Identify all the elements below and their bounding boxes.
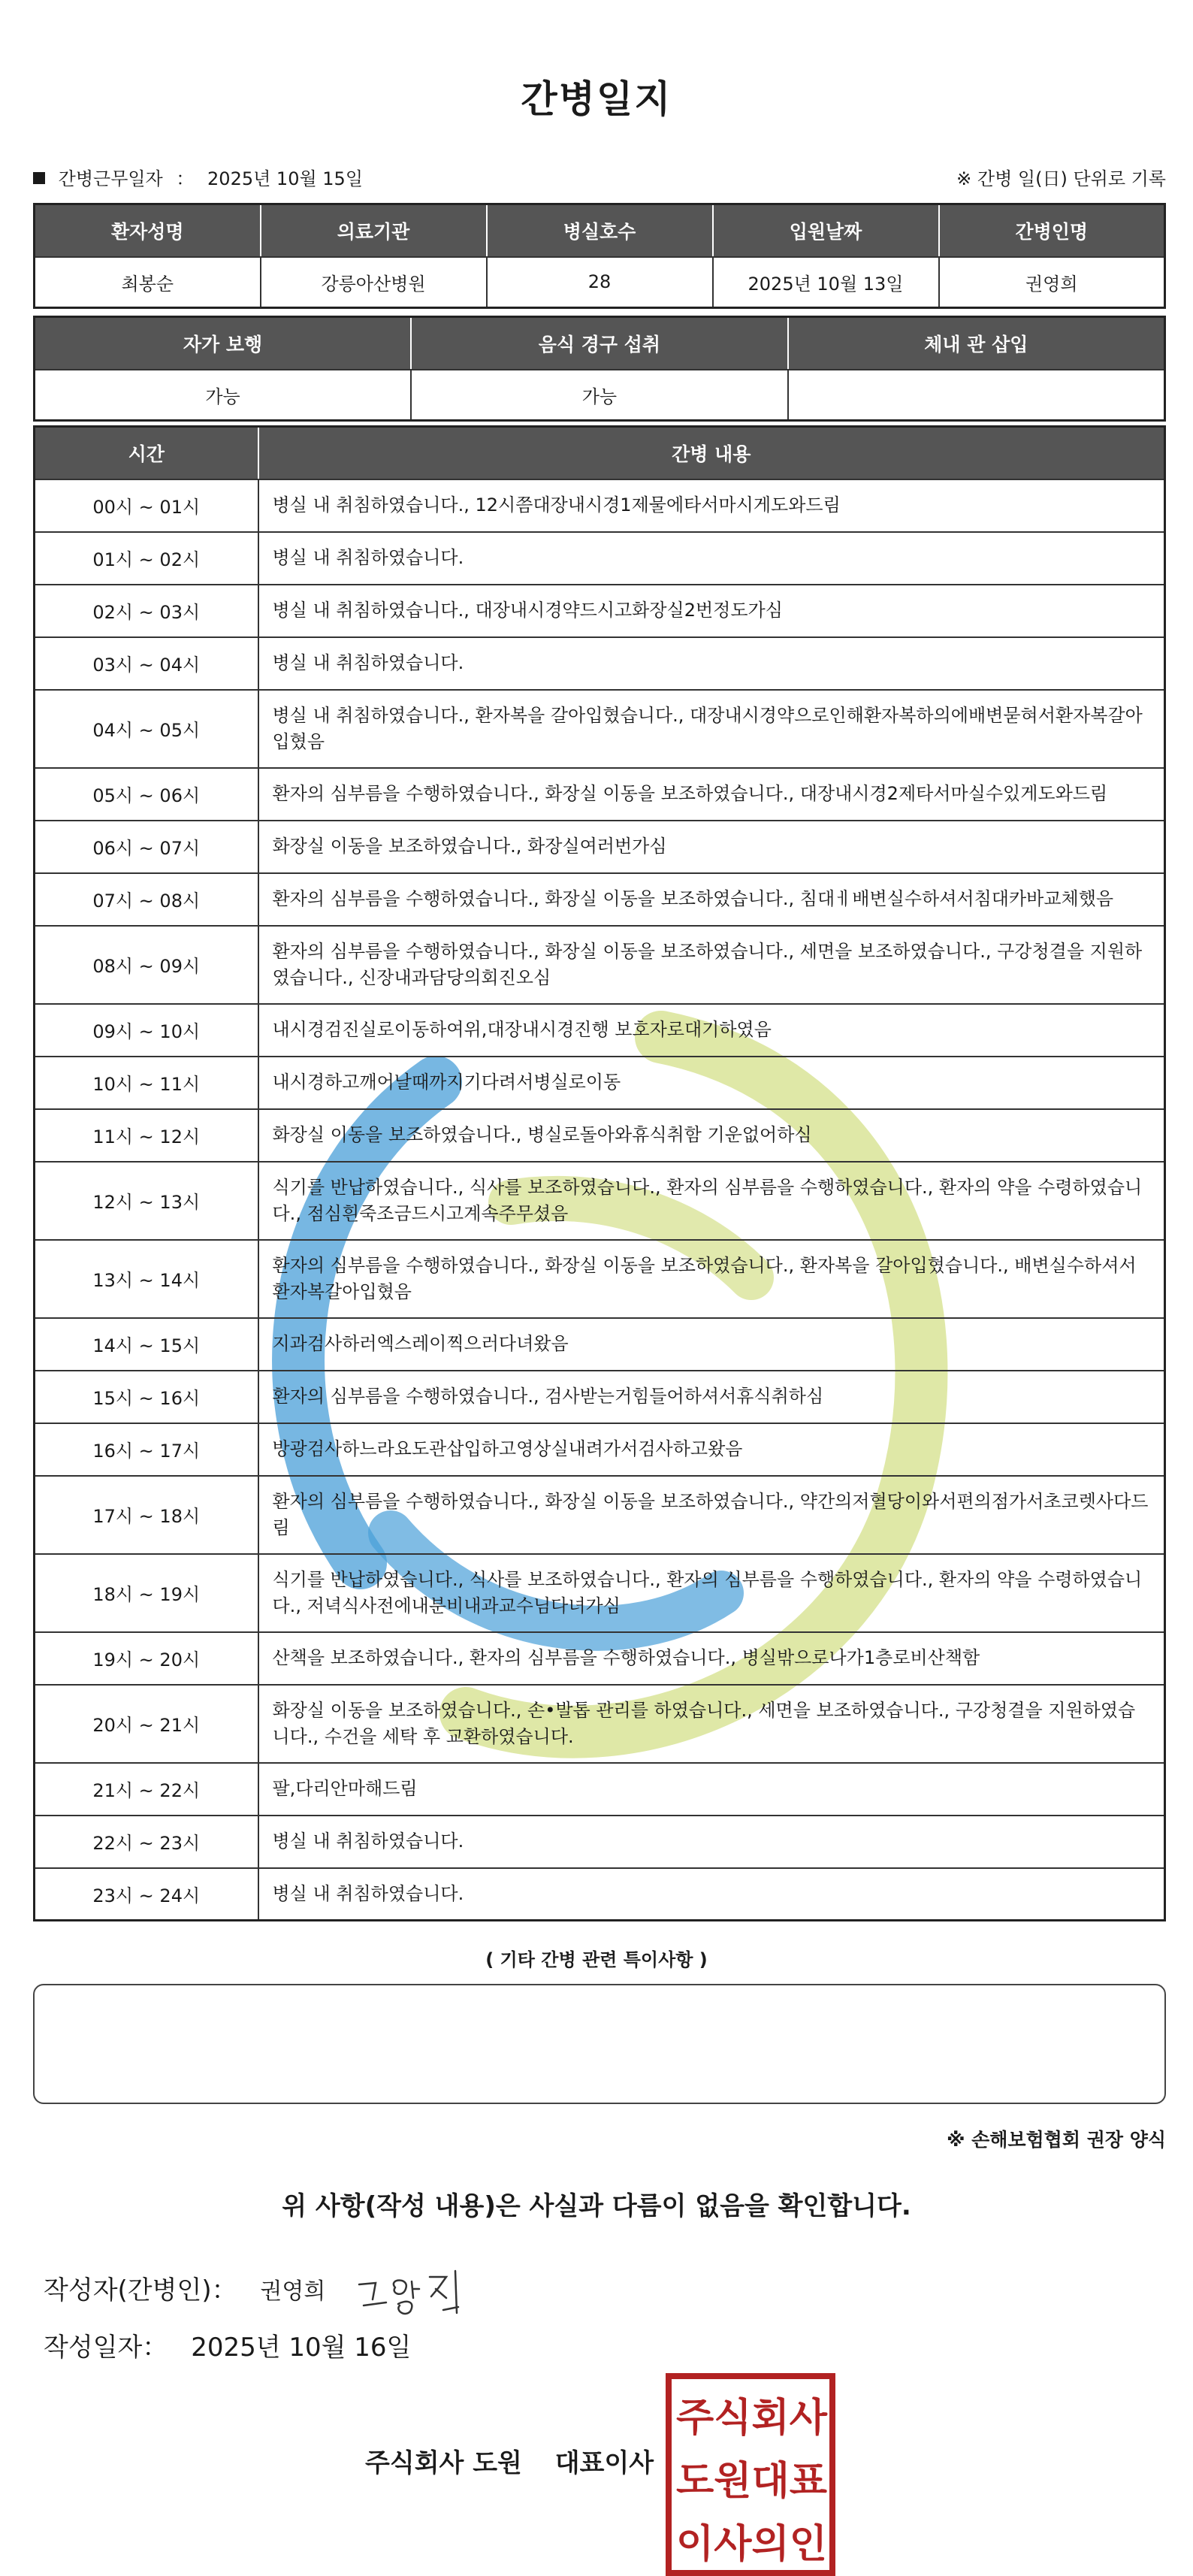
log-row (35, 1371, 1165, 1423)
work-date-separator: ： (176, 168, 195, 189)
log-row (35, 637, 1165, 690)
header-patient-name: 환자성명 (35, 204, 261, 257)
log-content: 화장실 이동을 보조하였습니다., 손•발톱 관리를 하였습니다., 세면을 보조하였습니다., 구강청결을 지원하였습니다., 수건을 세탁 후 교환하였습니다. (258, 1685, 1165, 1763)
work-date (33, 164, 363, 190)
header-caregiver: 간병인명 (939, 204, 1165, 257)
log-time: 11시 ~ 12시 (35, 1109, 258, 1162)
log-time: 08시 ~ 09시 (35, 926, 258, 1004)
admission-date: 2025년 10월 13일 (713, 257, 939, 308)
log-row (35, 532, 1165, 585)
log-row (35, 873, 1165, 926)
header-time: 시간 (35, 427, 258, 479)
log-time: 05시 ~ 06시 (35, 768, 258, 821)
seal-character: 도 (676, 2458, 714, 2504)
log-row (35, 1685, 1165, 1763)
log-row (35, 821, 1165, 873)
company-name: 주식회사 도원 (365, 2448, 522, 2478)
log-row (35, 1554, 1165, 1632)
patient-name: 최봉순 (35, 257, 261, 308)
hospital-name: 강릉아산병원 (261, 257, 487, 308)
log-time: 15시 ~ 16시 (35, 1371, 258, 1423)
log-row (35, 1763, 1165, 1816)
seal-character: 대 (751, 2458, 790, 2504)
header-admission-date: 입원날짜 (713, 204, 939, 257)
written-date-line (44, 2327, 411, 2363)
log-time: 09시 ~ 10시 (35, 1004, 258, 1057)
log-content: 병실 내 취침하였습니다. (258, 1868, 1165, 1921)
log-row (35, 479, 1165, 532)
header-oral-intake: 음식 경구 섭취 (411, 317, 788, 370)
log-row (35, 1057, 1165, 1109)
header-hospital: 의료기관 (261, 204, 487, 257)
seal-character: 표 (789, 2458, 827, 2504)
log-row (35, 1004, 1165, 1057)
log-table-header (35, 427, 1165, 479)
log-content: 산책을 보조하였습니다., 환자의 심부름을 수행하였습니다., 병실밖으로나가1층로비산책함 (258, 1632, 1165, 1685)
company-representative: 대표이사 (554, 2448, 654, 2478)
status-table-row (35, 370, 1165, 421)
status-table-header (35, 317, 1165, 370)
seal-character: 사 (789, 2395, 827, 2441)
log-content: 병실 내 취침하였습니다., 대장내시경약드시고화장실2번정도가심 (258, 585, 1165, 637)
log-time: 03시 ~ 04시 (35, 637, 258, 690)
standard-form-note: ※ 손해보험협회 권장 양식 (947, 2129, 1166, 2151)
log-row (35, 690, 1165, 768)
log-row (35, 1423, 1165, 1476)
written-date-label: 작성일자： (44, 2333, 168, 2363)
log-content: 환자의 심부름을 수행하였습니다., 화장실 이동을 보조하였습니다., 약간의저혈당이와서편의점가서초코렛사다드림 (258, 1476, 1165, 1554)
log-content: 방광검사하느라요도관삽입하고영상실내려가서검사하고왔음 (258, 1423, 1165, 1476)
room-number: 28 (487, 257, 713, 308)
log-content: 환자의 심부름을 수행하였습니다., 화장실 이동을 보조하였습니다., 세면을 보조하였습니다., 구강청결을 지원하였습니다., 신장내과담당의회진오심 (258, 926, 1165, 1004)
company-signoff (365, 2442, 654, 2479)
writer-line (44, 2269, 325, 2306)
log-time: 00시 ~ 01시 (35, 479, 258, 532)
log-content: 병실 내 취침하였습니다., 환자복을 갈아입혔습니다., 대장내시경약으로인해환자복하의에배변묻혀서환자복갈아입혔음 (258, 690, 1165, 768)
log-row (35, 768, 1165, 821)
writer-label: 작성자(간병인)： (44, 2275, 237, 2305)
log-time: 07시 ~ 08시 (35, 873, 258, 926)
header-room: 병실호수 (487, 204, 713, 257)
log-time: 14시 ~ 15시 (35, 1318, 258, 1371)
log-content: 내시경하고깨어날때까지기다려서병실로이동 (258, 1057, 1165, 1109)
log-time: 22시 ~ 23시 (35, 1816, 258, 1868)
patient-table-row (35, 257, 1165, 308)
log-content: 환자의 심부름을 수행하였습니다., 검사받는거힘들어하셔서휴식취하심 (258, 1371, 1165, 1423)
log-row (35, 1632, 1165, 1685)
document-title: 간병일지 (521, 77, 672, 121)
log-row (35, 585, 1165, 637)
patient-table-header (35, 204, 1165, 257)
log-content: 병실 내 취침하였습니다. (258, 532, 1165, 585)
seal-characters (676, 2382, 826, 2571)
log-content: 지과검사하러엑스레이찍으러다녀왔음 (258, 1318, 1165, 1371)
log-content: 식기를 반납하였습니다., 식사를 보조하였습니다., 환자의 심부름을 수행하였습니다., 환자의 약을 수령하였습니다., 점심흰죽조금드시고계속주무셨음 (258, 1162, 1165, 1240)
patient-info-table (33, 203, 1166, 309)
company-seal-stamp (666, 2373, 835, 2576)
unit-note: ※ 간병 일(日) 단위로 기록 (956, 168, 1166, 189)
self-walking-value: 가능 (35, 370, 412, 421)
log-time: 21시 ~ 22시 (35, 1763, 258, 1816)
log-time: 10시 ~ 11시 (35, 1057, 258, 1109)
log-time: 04시 ~ 05시 (35, 690, 258, 768)
log-time: 19시 ~ 20시 (35, 1632, 258, 1685)
log-row (35, 1868, 1165, 1921)
log-content: 환자의 심부름을 수행하였습니다., 화장실 이동을 보조하였습니다., 침대ㅔ배변실수하셔서침대카바교체했음 (258, 873, 1165, 926)
log-table-body (35, 479, 1165, 1921)
work-date-value: 2025년 10월 15일 (207, 168, 363, 189)
seal-character: 식 (714, 2395, 752, 2441)
seal-character: 회 (751, 2395, 790, 2441)
log-row (35, 1816, 1165, 1868)
square-bullet-icon (33, 172, 45, 184)
log-time: 06시 ~ 07시 (35, 821, 258, 873)
log-row (35, 1240, 1165, 1318)
seal-character: 이 (676, 2521, 714, 2567)
care-log-table (33, 425, 1166, 1921)
log-time: 17시 ~ 18시 (35, 1476, 258, 1554)
log-row (35, 1162, 1165, 1240)
log-content: 내시경검진실로이동하여위,대장내시경진행 보호자로대기하였음 (258, 1004, 1165, 1057)
log-time: 13시 ~ 14시 (35, 1240, 258, 1318)
header-care-content: 간병 내용 (258, 427, 1165, 479)
seal-character: 인 (789, 2521, 827, 2567)
meta-row (33, 164, 1166, 191)
log-content: 환자의 심부름을 수행하였습니다., 화장실 이동을 보조하였습니다., 환자복을 갈아입혔습니다., 배변실수하셔서환자복갈아입혔음 (258, 1240, 1165, 1318)
work-date-label: 간병근무일자 (58, 168, 163, 189)
seal-character: 주 (676, 2395, 714, 2441)
log-content: 화장실 이동을 보조하였습니다., 화장실여러번가심 (258, 821, 1165, 873)
log-row (35, 926, 1165, 1004)
log-row (35, 1109, 1165, 1162)
oral-intake-value: 가능 (411, 370, 788, 421)
caregiver-name: 권영희 (939, 257, 1165, 308)
handwritten-signature (353, 2262, 473, 2322)
written-date-value: 2025년 10월 16일 (191, 2333, 412, 2363)
log-time: 20시 ~ 21시 (35, 1685, 258, 1763)
notes-label: ( 기타 간병 관련 특이사항 ) (485, 1949, 708, 1970)
confirmation-statement: 위 사항(작성 내용)은 사실과 다름이 없음을 확인합니다. (282, 2191, 911, 2221)
log-content: 병실 내 취침하였습니다. (258, 637, 1165, 690)
log-content: 화장실 이동을 보조하였습니다., 병실로돌아와휴식취함 기운없어하심 (258, 1109, 1165, 1162)
patient-status-table (33, 316, 1166, 422)
log-content: 병실 내 취침하였습니다. (258, 1816, 1165, 1868)
header-tube-insertion: 체내 관 삽입 (788, 317, 1165, 370)
log-time: 01시 ~ 02시 (35, 532, 258, 585)
header-self-walking: 자가 보행 (35, 317, 412, 370)
log-time: 16시 ~ 17시 (35, 1423, 258, 1476)
seal-character: 사 (714, 2521, 752, 2567)
log-content: 환자의 심부름을 수행하였습니다., 화장실 이동을 보조하였습니다., 대장내시경2제타서마실수있게도와드림 (258, 768, 1165, 821)
log-time: 18시 ~ 19시 (35, 1554, 258, 1632)
log-time: 12시 ~ 13시 (35, 1162, 258, 1240)
log-content: 병실 내 취침하였습니다., 12시쯤대장내시경1제물에타서마시게도와드림 (258, 479, 1165, 532)
log-time: 23시 ~ 24시 (35, 1868, 258, 1921)
log-time: 02시 ~ 03시 (35, 585, 258, 637)
log-content: 팔,다리안마해드림 (258, 1763, 1165, 1816)
seal-character: 의 (751, 2521, 790, 2567)
notes-box (33, 1984, 1166, 2104)
log-content: 식기를 반납하였습니다., 식사를 보조하였습니다., 환자의 심부름을 수행하였습니다., 환자의 약을 수령하였습니다., 저녁식사전에내분비내과교수님다녀가심 (258, 1554, 1165, 1632)
writer-name: 권영희 (260, 2278, 326, 2305)
log-row (35, 1318, 1165, 1371)
log-row (35, 1476, 1165, 1554)
tube-insertion-value (788, 370, 1165, 421)
seal-character: 원 (714, 2458, 752, 2504)
